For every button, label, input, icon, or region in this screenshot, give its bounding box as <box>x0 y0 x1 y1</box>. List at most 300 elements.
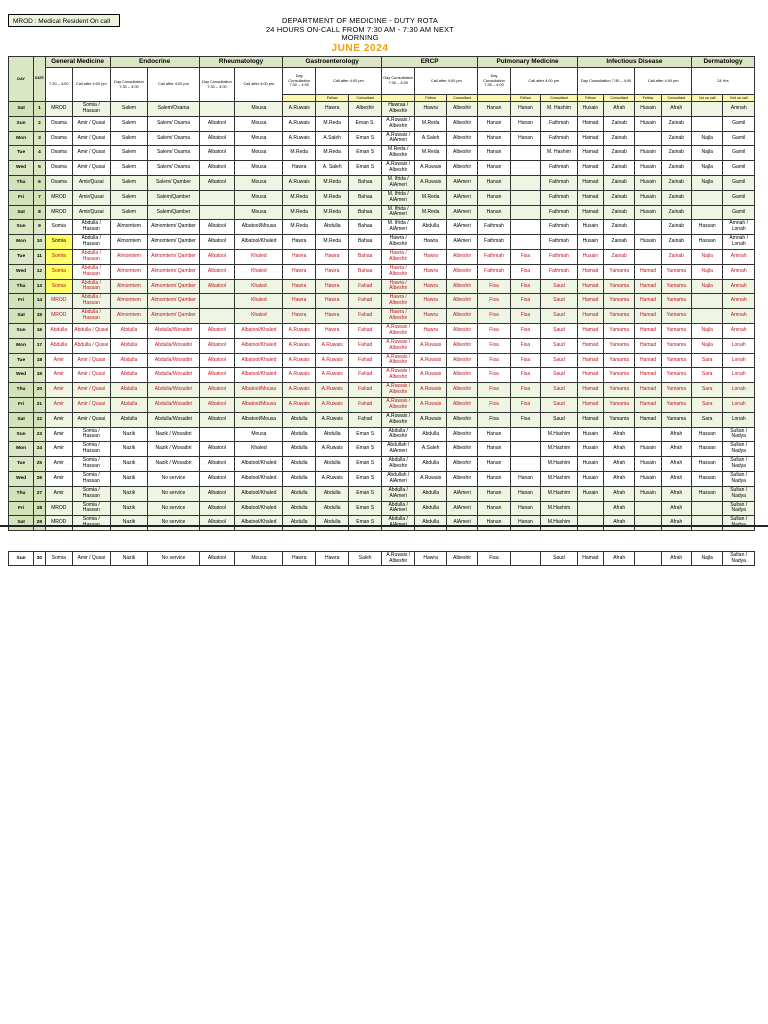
de-2nd-cell: Gamil <box>723 131 755 146</box>
gm-call-cell: Abdulla / Hassan <box>72 279 110 294</box>
id-consultant1-cell: Yamama <box>603 294 634 309</box>
id-fellow1-header: Fellow <box>577 95 603 102</box>
id-fellow2-cell: Hamad <box>635 294 661 309</box>
pu-consultant-cell: M.Hashim <box>541 516 578 531</box>
day-header: DAY <box>9 57 34 102</box>
pu-consultant-header: Consultant <box>541 95 578 102</box>
er-consultant-cell: Albeshir <box>446 279 477 294</box>
date-cell: 10 <box>34 235 46 250</box>
id-fellow1-cell: Husain <box>577 427 603 442</box>
id-consultant2-cell: Zainab <box>661 161 691 176</box>
pu-fellow-cell <box>510 552 540 566</box>
er-day-cell: A.Ruwais / Albeshir <box>381 338 415 353</box>
id-fellow2-cell <box>635 516 661 531</box>
rh-day-cell: Albatool <box>199 116 235 131</box>
er-consultant-cell: Albeshir <box>446 552 477 566</box>
id-fellow2-cell: Hamad <box>635 368 661 383</box>
de-2nd-cell: Lonah <box>723 338 755 353</box>
day-cell: Tue <box>9 353 34 368</box>
rh-call-cell: Albatool/Khaled <box>235 501 283 516</box>
pu-fellow-cell: Fisa <box>510 279 540 294</box>
ga-day-cell: Hawra <box>283 264 315 279</box>
month-title: JUNE 2024 <box>331 42 389 54</box>
day-cell: Wed <box>9 161 34 176</box>
gm-day-cell: Somia <box>45 264 72 279</box>
date-cell: 21 <box>34 397 46 412</box>
pu-consultant-cell: Fathmah <box>541 249 578 264</box>
de-1st-cell <box>691 501 722 516</box>
de-2nd-cell: Amnah / Lonah <box>723 235 755 250</box>
er-fellow-cell: A.Ruwais <box>415 175 446 190</box>
ga-fellow-cell: M.Reda <box>315 146 349 161</box>
id-consultant1-cell: Zainab <box>603 161 634 176</box>
en-call-cell: Abdulla/Wosaibri <box>148 338 199 353</box>
rh-call-cell: Mousa <box>235 116 283 131</box>
gm-day-cell: MROD <box>45 190 72 205</box>
gm-call-cell: Abdulla / Hassan <box>72 309 110 324</box>
id-consultant2-cell: Afrah <box>661 102 691 117</box>
id-consultant1-cell: Yamama <box>603 309 634 324</box>
date-cell: 13 <box>34 279 46 294</box>
ga-day-cell: A.Ruwais <box>283 102 315 117</box>
er-consultant-cell: AlAmeri <box>446 220 477 235</box>
de-2nd-cell: Gamil <box>723 161 755 176</box>
rh-day-cell <box>199 294 235 309</box>
gm-day-cell: Amir <box>45 457 72 472</box>
id-consultant2-cell: Yamama <box>661 412 691 427</box>
dept-infectious-disease: Infectious Disease <box>577 57 691 68</box>
pu-day-cell: Hanan <box>478 190 510 205</box>
id-consultant1-cell: Afrah <box>603 552 634 566</box>
ga-fellow-cell: M.Reda <box>315 205 349 220</box>
id-fellow1-cell: Hamad <box>577 383 603 398</box>
id-fellow1-cell: Hamad <box>577 146 603 161</box>
pu-fellow-cell: Fisa <box>510 383 540 398</box>
rota-row <box>9 205 755 220</box>
date-cell: 11 <box>34 249 46 264</box>
gm-day-cell: Somia <box>45 235 72 250</box>
en-day-cell: Almomtem <box>110 220 148 235</box>
gm-day-cell: Amir <box>45 397 72 412</box>
pu-day-cell: Fisa <box>478 383 510 398</box>
gm-call-cell: Abdulla / Qusai <box>72 338 110 353</box>
gm-call-cell: Amir / Qusai <box>72 116 110 131</box>
id-consultant2-cell: Afrah <box>661 471 691 486</box>
gm-call-cell: Abdulla / Qusai <box>72 323 110 338</box>
pu-day-cell: Fisa <box>478 353 510 368</box>
de-2nd-cell: Gamil <box>723 190 755 205</box>
date-cell: 8 <box>34 205 46 220</box>
de-2nd-cell: Lonah <box>723 383 755 398</box>
de-2nd-cell: Amnah <box>723 102 755 117</box>
id-fellow2-cell: Husain <box>635 471 661 486</box>
pu-fellow-cell: Fisa <box>510 264 540 279</box>
en-day-cell: Nazik <box>110 442 148 457</box>
rh-day-cell: Albatool <box>199 131 235 146</box>
id-fellow1-cell: Husain <box>577 457 603 472</box>
rh-day-cell: Albatool <box>199 323 235 338</box>
rh-call-cell: Albatool/Khaled <box>235 471 283 486</box>
date-cell: 24 <box>34 442 46 457</box>
pu-day-cell: Hanan <box>478 516 510 531</box>
rh-day-cell: Albatool <box>199 249 235 264</box>
rota-row <box>9 368 755 383</box>
de-1st-cell: Sara <box>691 353 722 368</box>
er-day-cell: Hawra / Albeshir <box>381 294 415 309</box>
er-fellow-cell: A.Ruwais <box>415 412 446 427</box>
rh-day-cell: Albatool <box>199 146 235 161</box>
id-fellow2-cell: Hamad <box>635 412 661 427</box>
en-call-cell: No service <box>148 501 199 516</box>
ga-consultant-cell: Fahad <box>349 383 382 398</box>
department-header-row <box>9 57 755 68</box>
pu-fellow-cell <box>510 235 540 250</box>
ga-day-cell: Hawra <box>283 161 315 176</box>
ga-consultant-cell: Eman S <box>349 471 382 486</box>
id-fellow1-cell: Hamad <box>577 353 603 368</box>
en-day-cell: Salem <box>110 102 148 117</box>
pu-consultant-cell: M.Hashim <box>541 442 578 457</box>
er-fellow-cell: M.Reda <box>415 205 446 220</box>
pu-day-cell: Fathmah <box>478 264 510 279</box>
day-cell: Thu <box>9 175 34 190</box>
id-fellow2-cell: Husain <box>635 175 661 190</box>
de-1st-cell: Hassan <box>691 427 722 442</box>
id-consultant1-cell: Afrah <box>603 102 634 117</box>
id-day-header: Day Consultation 7:30 – 4:00 <box>577 68 635 95</box>
rh-call-cell: Albatool/Khaled <box>235 353 283 368</box>
ga-consultant-cell: Fahad <box>349 294 382 309</box>
ga-day-cell: Hawra <box>283 294 315 309</box>
pu-day-cell: Fathmah <box>478 235 510 250</box>
id-consultant1-cell: Zainab <box>603 146 634 161</box>
gm-call-cell: Somia / Hassan <box>72 427 110 442</box>
rota-row <box>9 338 755 353</box>
ga-consultant-cell: Bahaa <box>349 235 382 250</box>
pu-consultant-cell: Saud <box>541 383 578 398</box>
ga-consultant-cell: Bahaa <box>349 220 382 235</box>
id-consultant2-cell: Afrah <box>661 552 691 566</box>
er-fellow-cell: A.Ruwais <box>415 383 446 398</box>
pu-fellow-cell: Hanan <box>510 116 540 131</box>
er-consultant-cell: Albeshir <box>446 146 477 161</box>
pu-consultant-cell: Saud <box>541 368 578 383</box>
gm-call-cell: Somia / Hassan <box>72 471 110 486</box>
id-fellow2-cell <box>635 552 661 566</box>
er-fellow-cell: Hawra <box>415 309 446 324</box>
ga-fellow-cell: A.Ruwais <box>315 412 349 427</box>
er-day-cell: M. Ifrida / AlAmeri <box>381 205 415 220</box>
id-fellow2-cell <box>635 220 661 235</box>
ga-consultant-cell: Eman S <box>349 457 382 472</box>
en-call-cell: Abdulla/Wosaibri <box>148 353 199 368</box>
pu-consultant-cell: M.Hashim <box>541 501 578 516</box>
rota-row <box>9 131 755 146</box>
er-consultant-cell: Albeshir <box>446 249 477 264</box>
er-day-cell: A.Ruwais / Albeshir <box>381 383 415 398</box>
ga-day-cell: Abdulla <box>283 412 315 427</box>
en-day-cell: Nazik <box>110 486 148 501</box>
date-cell: 6 <box>34 175 46 190</box>
gm-call-cell: Amir / Qusai <box>72 146 110 161</box>
gm-day-cell: Osama <box>45 175 72 190</box>
date-cell: 30 <box>34 552 46 566</box>
er-consultant-cell: AlAmeri <box>446 486 477 501</box>
pu-consultant-cell: Saud <box>541 279 578 294</box>
id-fellow2-cell: Husain <box>635 161 661 176</box>
id-fellow1-cell: Hamad <box>577 131 603 146</box>
oncall-hours-cont: MORNING <box>341 33 379 43</box>
ga-day-cell: A.Ruwais <box>283 397 315 412</box>
ga-consultant-cell: Fahad <box>349 412 382 427</box>
pu-consultant-cell: Saud <box>541 294 578 309</box>
id-consultant2-cell: Zainab <box>661 131 691 146</box>
pu-fellow-header: Fellow <box>510 95 540 102</box>
rh-day-cell: Albatool <box>199 175 235 190</box>
er-fellow-cell: Hawra <box>415 235 446 250</box>
gm-call-cell: Amir / Qusai <box>72 131 110 146</box>
rh-call-cell: Albatool/Mousa <box>235 397 283 412</box>
id-consultant1-cell: Yamama <box>603 397 634 412</box>
dept-general-medicine: General Medicine <box>45 57 110 68</box>
day-cell: Mon <box>9 442 34 457</box>
ga-fellow-cell: A.Ruwais <box>315 442 349 457</box>
dept-gastroenterology: Gastroenterology <box>283 57 381 68</box>
rh-day-cell: Albatool <box>199 397 235 412</box>
day-cell: Thu <box>9 383 34 398</box>
id-fellow1-cell: Hamad <box>577 161 603 176</box>
rh-call-cell: Albatool/Khaled <box>235 486 283 501</box>
en-day-cell: Nazik <box>110 552 148 566</box>
ga-fellow-cell: Abdulla <box>315 501 349 516</box>
date-cell: 1 <box>34 102 46 117</box>
day-cell: Wed <box>9 368 34 383</box>
en-call-cell: No service <box>148 471 199 486</box>
pu-fellow-cell <box>510 205 540 220</box>
rh-day-cell <box>199 427 235 442</box>
rota-row <box>9 294 755 309</box>
id-consultant1-cell: Yamama <box>603 279 634 294</box>
id-fellow1-cell: Husain <box>577 486 603 501</box>
pu-day-cell: Fisa <box>478 279 510 294</box>
id-consultant1-cell: Zainab <box>603 175 634 190</box>
ga-fellow-cell: Hawra <box>315 552 349 566</box>
day-cell: Wed <box>9 264 34 279</box>
pu-fellow-cell <box>510 190 540 205</box>
en-day-cell: Abdulla <box>110 323 148 338</box>
gm-call-cell: Somia / Hassan <box>72 501 110 516</box>
id-consultant1-cell: Yamama <box>603 353 634 368</box>
id-consultant1-cell: Zainab <box>603 235 634 250</box>
day-cell: Sun <box>9 552 34 566</box>
rota-row <box>9 146 755 161</box>
de-2nd-cell: Sultan / Nadya <box>723 427 755 442</box>
en-day-cell: Almomtem <box>110 294 148 309</box>
de-2nd-cell: Gamil <box>723 146 755 161</box>
er-consultant-cell: AlAmeri <box>446 516 477 531</box>
ga-consultant-cell: Bahaa <box>349 205 382 220</box>
en-call-cell: Nazik / Wosaibri <box>148 457 199 472</box>
id-fellow1-cell: Hamad <box>577 412 603 427</box>
gm-call-cell: Amir / Qusai <box>72 397 110 412</box>
rh-call-cell: Khaled <box>235 309 283 324</box>
id-consultant2-cell: Yamama <box>661 338 691 353</box>
ga-consultant-header: Consultant <box>349 95 382 102</box>
id-consultant2-cell: Afrah <box>661 457 691 472</box>
id-fellow1-cell: Hamad <box>577 205 603 220</box>
pu-fellow-cell <box>510 220 540 235</box>
department-title: DEPARTMENT OF MEDICINE - DUTY ROTA <box>282 16 438 25</box>
pu-day-cell: Hanan <box>478 427 510 442</box>
date-cell: 9 <box>34 220 46 235</box>
en-day-cell: Abdulla <box>110 353 148 368</box>
en-call-cell: Salem/ Qamber <box>148 175 199 190</box>
en-call-cell: Almomtem/ Qamber <box>148 279 199 294</box>
ga-day-cell: A.Ruwais <box>283 175 315 190</box>
de-1st-cell: Hassan <box>691 457 722 472</box>
er-call-header: Call after 4:00 pm <box>415 68 478 95</box>
er-fellow-cell: Abdulla <box>415 501 446 516</box>
gm-day-cell: Amir <box>45 442 72 457</box>
ga-consultant-cell: Fahad <box>349 309 382 324</box>
rh-call-cell: Khaled <box>235 264 283 279</box>
ga-consultant-cell: Bahaa <box>349 249 382 264</box>
ga-consultant-cell: Fahad <box>349 323 382 338</box>
ga-day-cell: M.Reda <box>283 220 315 235</box>
dept-pulmonary-medicine: Pulmonary Medicine <box>478 57 578 68</box>
date-cell: 29 <box>34 516 46 531</box>
pu-day-cell: Fisa <box>478 294 510 309</box>
id-consultant1-cell: Afrah <box>603 471 634 486</box>
gm-day-cell: Osama <box>45 116 72 131</box>
rh-call-cell: Mousa <box>235 175 283 190</box>
en-call-cell: Nazik / Wosaibri <box>148 442 199 457</box>
er-day-cell: M.Reda / Albeshir <box>381 146 415 161</box>
er-consultant-cell: Albeshir <box>446 427 477 442</box>
rh-call-cell: Mousa <box>235 552 283 566</box>
er-fellow-cell: M.Reda <box>415 146 446 161</box>
en-day-cell: Almomtem <box>110 249 148 264</box>
de-1st-cell <box>691 516 722 531</box>
rota-row <box>9 323 755 338</box>
gm-day-cell: MROD <box>45 501 72 516</box>
id-fellow1-cell: Hamad <box>577 279 603 294</box>
id-fellow2-cell: Hamad <box>635 397 661 412</box>
id-fellow1-cell: Husain <box>577 471 603 486</box>
id-fellow2-cell: Husain <box>635 146 661 161</box>
en-day-cell: Salem <box>110 205 148 220</box>
er-consultant-cell: Albeshir <box>446 161 477 176</box>
rota-row <box>9 383 755 398</box>
id-consultant1-cell: Zainab <box>603 131 634 146</box>
gm-call-cell: Amir / Qusai <box>72 161 110 176</box>
date-header: DATE <box>34 57 46 102</box>
en-call-cell: Salem/ Osama <box>148 116 199 131</box>
de-1st-cell: Najla <box>691 338 722 353</box>
id-consultant1-cell: Yamama <box>603 338 634 353</box>
id-fellow1-cell: Hamad <box>577 309 603 324</box>
pu-consultant-cell: Fathmah <box>541 161 578 176</box>
rh-day-cell: Albatool <box>199 552 235 566</box>
er-day-cell: A.Ruwais / Albeshir <box>381 161 415 176</box>
en-day-cell: Nazik <box>110 427 148 442</box>
id-consultant1-cell: Afrah <box>603 442 634 457</box>
ga-day-cell: Abdulla <box>283 457 315 472</box>
dept-dermatology: Dermatology <box>691 57 754 68</box>
ga-day-cell: A.Ruwais <box>283 338 315 353</box>
gm-day-cell: Amir <box>45 353 72 368</box>
id-consultant2-cell: Yamama <box>661 397 691 412</box>
gm-call-cell: Somia / Hassan <box>72 457 110 472</box>
de-1st-cell: Hassan <box>691 442 722 457</box>
pu-fellow-cell: Fisa <box>510 368 540 383</box>
id-consultant1-cell: Yamama <box>603 323 634 338</box>
er-fellow-cell: A.Saleh <box>415 442 446 457</box>
day-cell: Sun <box>9 116 34 131</box>
pu-fellow-cell <box>510 161 540 176</box>
er-fellow-cell: Abdulla <box>415 486 446 501</box>
de-1st-cell: Hassan <box>691 471 722 486</box>
er-fellow-cell: M.Reda <box>415 116 446 131</box>
id-consultant1-cell: Zainab <box>603 220 634 235</box>
pu-day-cell: Hanan <box>478 442 510 457</box>
pu-day-cell: Fisa <box>478 397 510 412</box>
day-cell: Mon <box>9 338 34 353</box>
id-consultant2-cell: Zainab <box>661 220 691 235</box>
id-fellow1-cell: Hamad <box>577 190 603 205</box>
pu-day-cell: Hanan <box>478 486 510 501</box>
de-2nd-header: 2nd on call <box>723 95 755 102</box>
rh-day-cell <box>199 205 235 220</box>
id-consultant2-cell: Yamama <box>661 323 691 338</box>
en-call-cell: Almomtem/ Qamber <box>148 235 199 250</box>
pu-day-cell: Fisa <box>478 412 510 427</box>
day-cell: Wed <box>9 471 34 486</box>
id-fellow2-cell: Husain <box>635 457 661 472</box>
id-fellow2-cell: Hamad <box>635 264 661 279</box>
id-fellow1-cell: Hamad <box>577 323 603 338</box>
de-24h-header: 24 Hrs <box>691 68 754 95</box>
rota-row <box>9 516 755 531</box>
en-day-header: Day Consultation 7:30 – 4:00 <box>110 68 148 102</box>
id-consultant2-cell: Yamama <box>661 353 691 368</box>
rh-call-cell: Albatool/Khaled <box>235 457 283 472</box>
de-1st-cell <box>691 190 722 205</box>
rh-day-cell: Albatool <box>199 161 235 176</box>
rh-call-cell: Albatool/Mousa <box>235 412 283 427</box>
id-consultant2-cell: Zainab <box>661 175 691 190</box>
pu-consultant-cell: Saud <box>541 397 578 412</box>
er-day-cell: M. Ifrida / AlAmeri <box>381 220 415 235</box>
en-call-cell: Abdulla/Wosaibri <box>148 323 199 338</box>
date-cell: 17 <box>34 338 46 353</box>
date-cell: 22 <box>34 412 46 427</box>
id-consultant1-cell: Afrah <box>603 427 634 442</box>
day-cell: Sat <box>9 412 34 427</box>
er-fellow-cell: A.Ruwais <box>415 161 446 176</box>
er-consultant-cell: Albeshir <box>446 353 477 368</box>
en-day-cell: Almomtem <box>110 264 148 279</box>
id-fellow2-cell: Hamad <box>635 309 661 324</box>
en-call-cell: Abdulla/Wosaibri <box>148 412 199 427</box>
de-1st-cell <box>691 102 722 117</box>
ga-day-cell: Abdulla <box>283 486 315 501</box>
pu-consultant-cell: Fathmah <box>541 235 578 250</box>
er-day-cell: Hawra / Albeshir <box>381 235 415 250</box>
gm-day-cell: Amir <box>45 412 72 427</box>
id-fellow2-cell <box>635 427 661 442</box>
en-day-cell: Abdulla <box>110 368 148 383</box>
